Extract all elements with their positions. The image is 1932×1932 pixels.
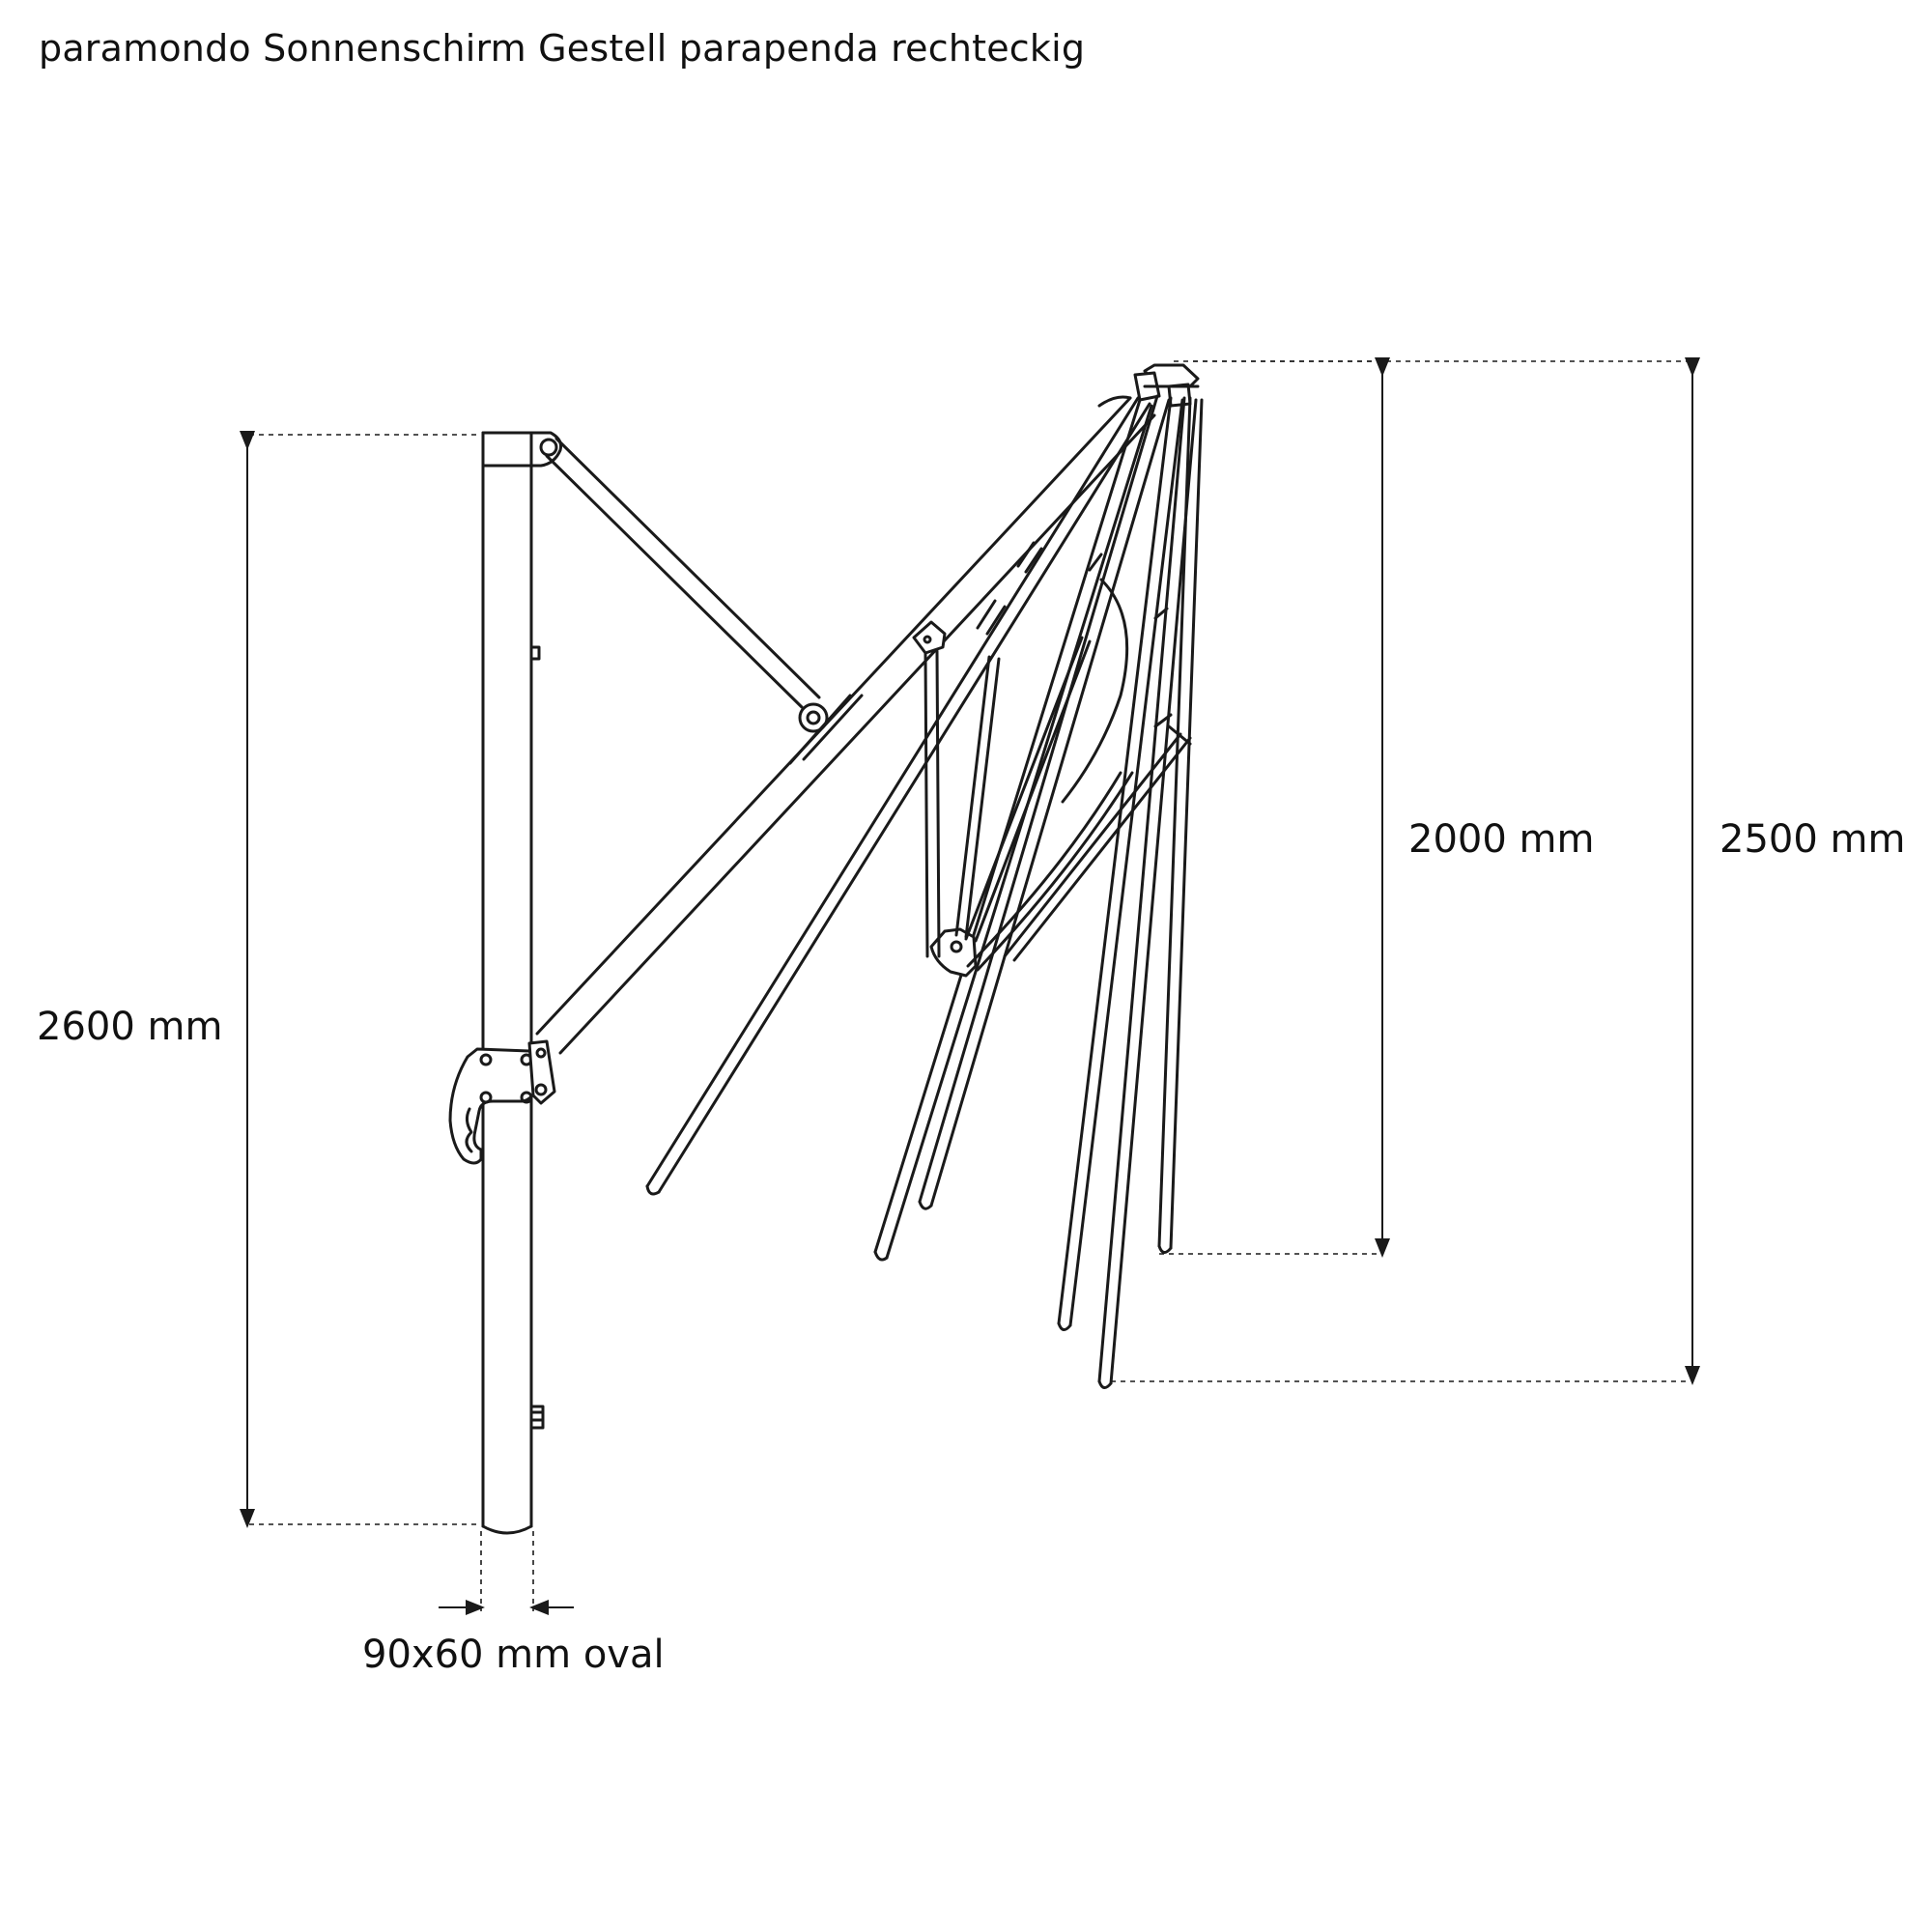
ribs (647, 396, 1202, 1388)
top-hub (1135, 365, 1198, 406)
main-arm (537, 397, 1154, 1053)
dimension-label-2600: 2600 mm (37, 1005, 223, 1049)
dimension-label-pole-profile: 90x60 mm oval (362, 1633, 665, 1677)
upper-strut (547, 439, 827, 731)
crank-slider (450, 1041, 554, 1163)
runner-and-stretchers (914, 580, 1190, 976)
mast-pole (483, 433, 561, 1533)
drawing-title: paramondo Sonnenschirm Gestell parapenda rechteckig (39, 27, 1086, 70)
dimension-label-2000: 2000 mm (1408, 817, 1595, 862)
dimension-pole-width (439, 1531, 574, 1611)
dimension-2600 (247, 435, 479, 1524)
top-pivot (541, 440, 556, 455)
dimension-label-2500: 2500 mm (1719, 817, 1906, 862)
dimension-2000 (1159, 361, 1382, 1254)
